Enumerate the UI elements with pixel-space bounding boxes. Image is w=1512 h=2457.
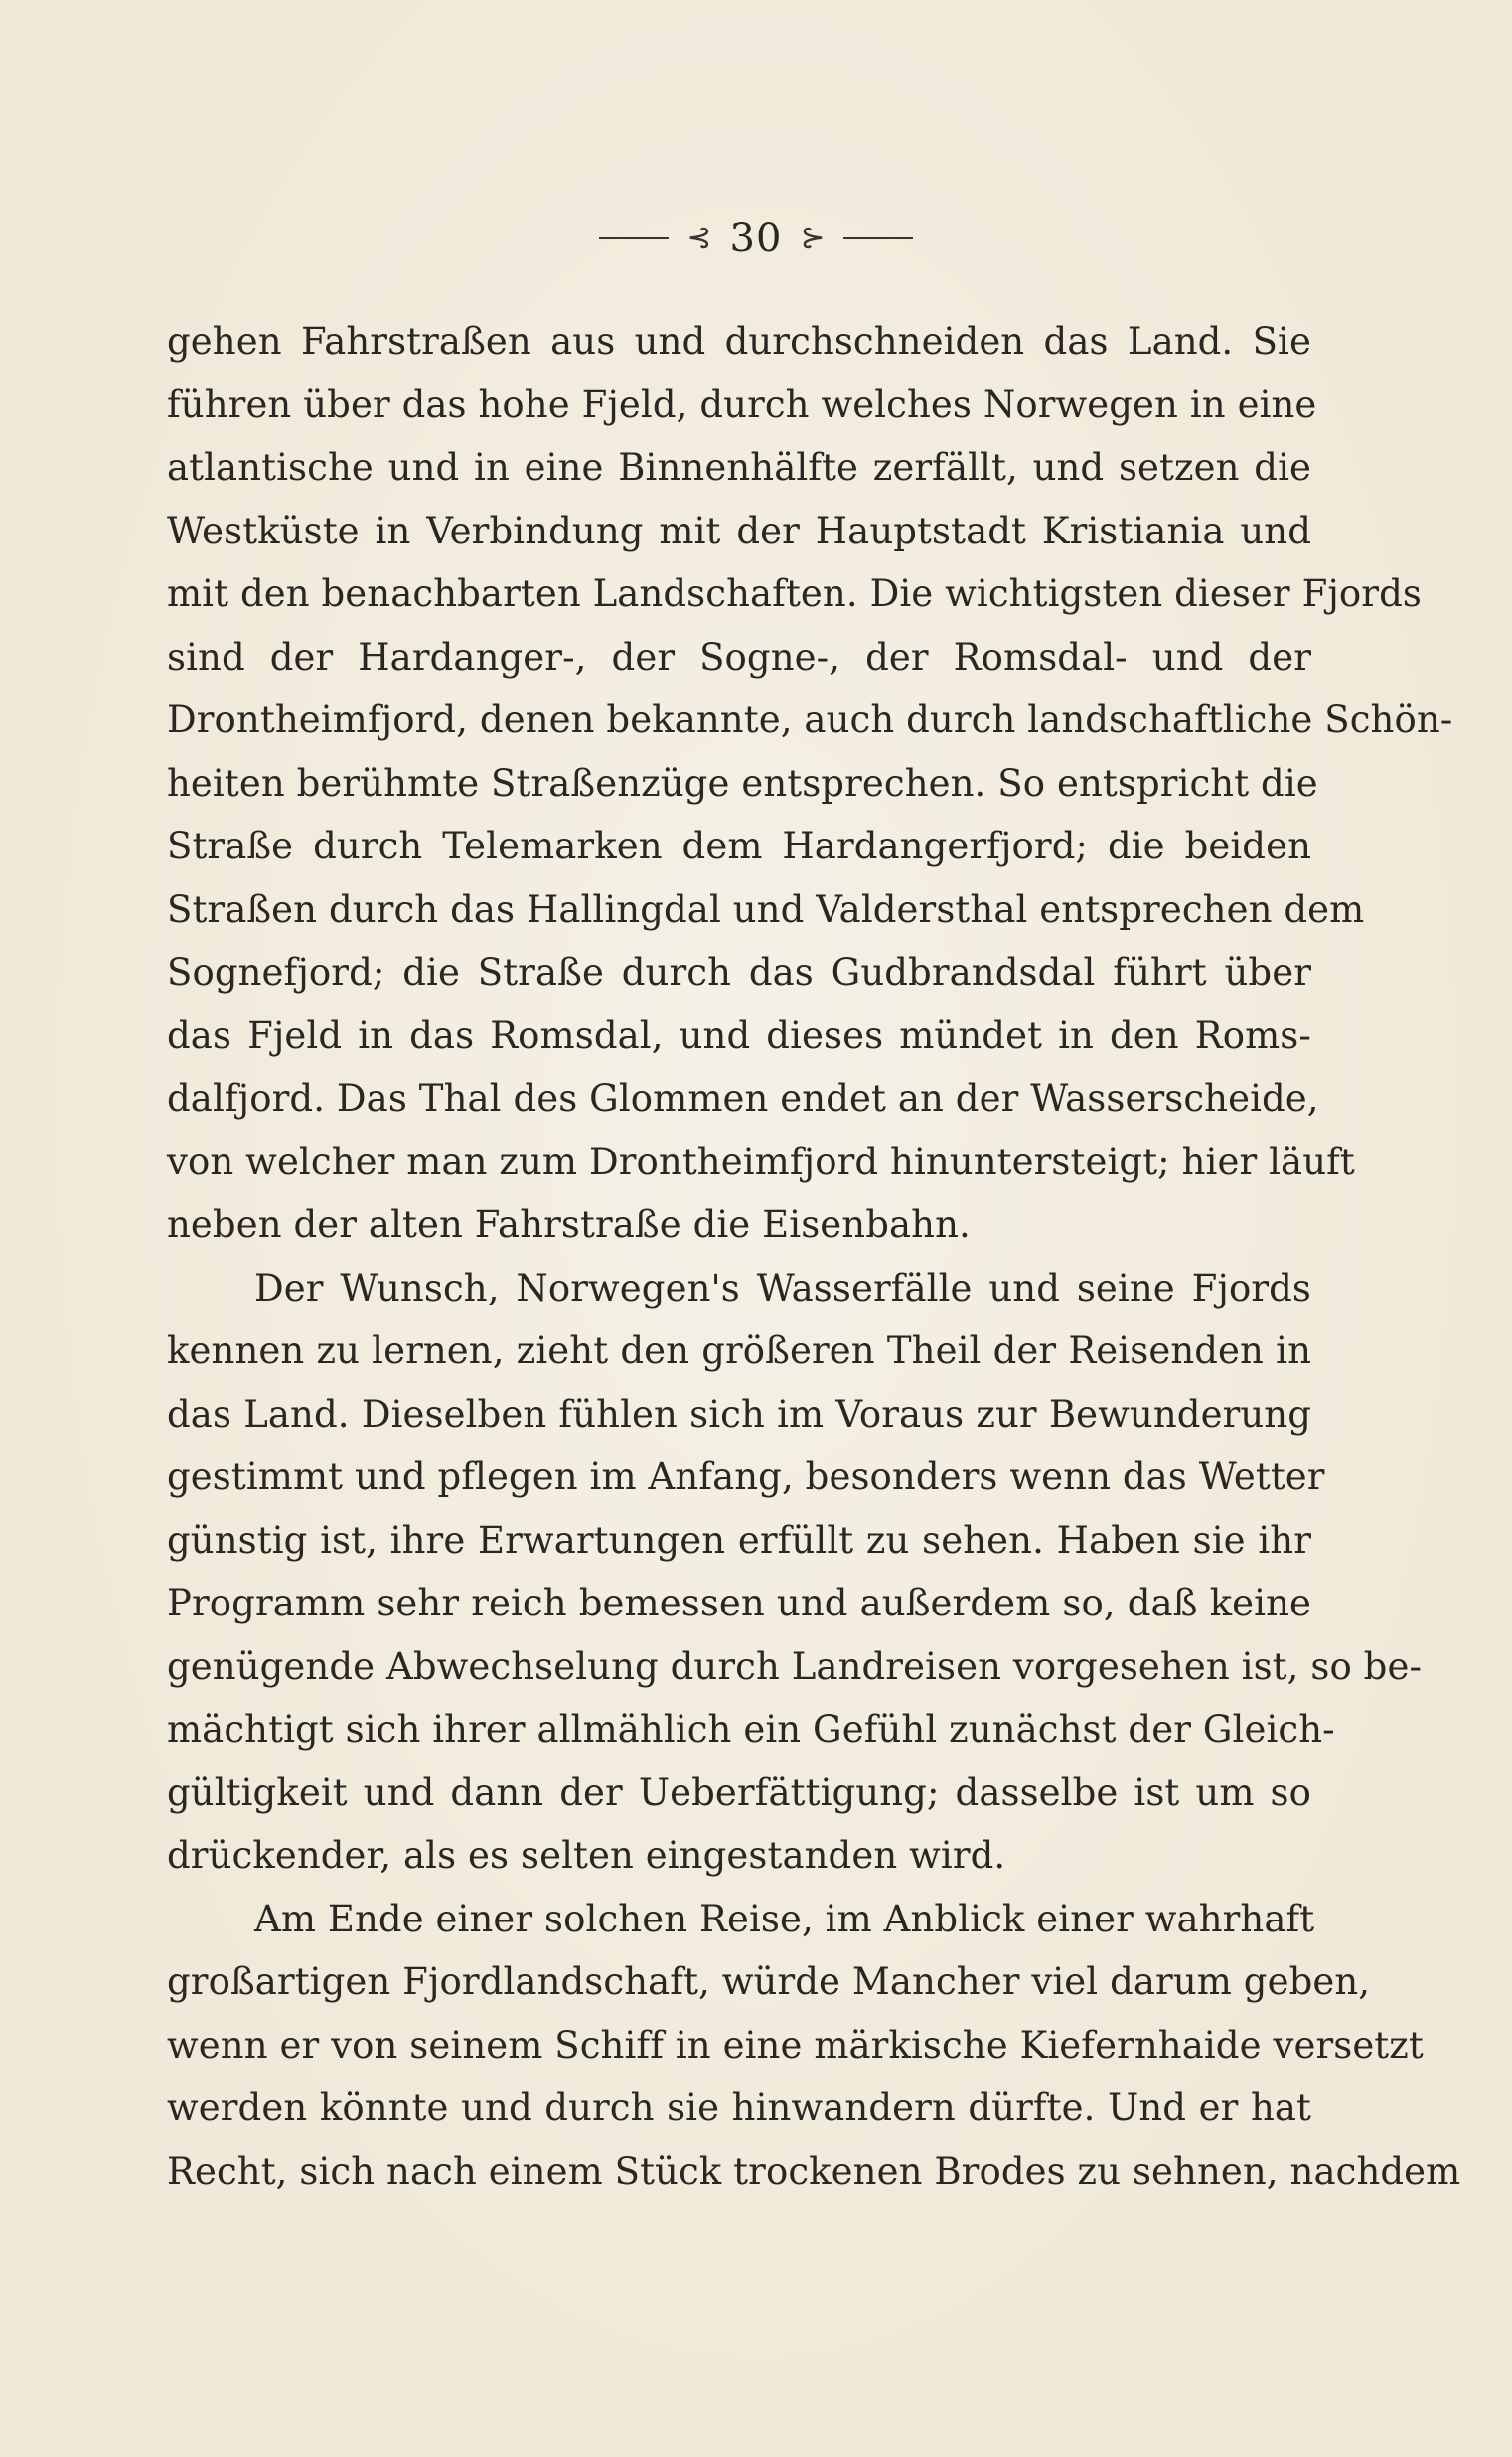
text-line: atlantische und in eine Binnenhälfte zerfällt, und setzen die	[167, 446, 1311, 489]
text-line: führen über das hohe Fjeld, durch welches Norwegen in eine	[167, 383, 1317, 426]
text-line: genügende Abwechselung durch Landreisen vorgesehen ist, so be-	[167, 1644, 1423, 1688]
text-line: großartigen Fjordlandschaft, würde Mancher viel darum geben,	[167, 1960, 1371, 2003]
text-line: Drontheimfjord, denen bekannte, auch durch landschaftliche Schön-	[167, 698, 1453, 741]
text-line: mächtigt sich ihrer allmählich ein Gefühl zunächst der Gleich-	[167, 1708, 1335, 1751]
text-line: gültigkeit und dann der Ueberfättigung; dasselbe ist um so	[167, 1770, 1311, 1814]
page-number: 30	[729, 216, 783, 261]
text-line: günstig ist, ihre Erwartungen erfüllt zu sehen. Haben sie ihr	[167, 1518, 1311, 1562]
text-line: wenn er von seinem Schiff in eine märkische Kiefernhaide versetzt	[167, 2023, 1424, 2067]
text-line: sind der Hardanger-, der Sogne-, der Romsdal- und der	[167, 635, 1311, 679]
text-line: dalfjord. Das Thal des Glommen endet an der Wasserscheide,	[167, 1077, 1319, 1120]
text-line: Straße durch Telemarken dem Hardangerfjord; die beiden	[167, 825, 1311, 867]
text-line: neben der alten Fahrstraße die Eisenbahn.	[167, 1203, 971, 1246]
text-line: heiten berühmte Straßenzüge entsprechen. So entspricht die	[167, 761, 1318, 805]
text-line: Sognefjord; die Straße durch das Gudbrandsdal führt über	[167, 951, 1311, 994]
ornament-right-icon: ⊱	[800, 221, 826, 255]
text-line: Am Ende einer solchen Reise, im Anblick einer wahrhaft	[254, 1897, 1315, 1940]
text-line: mit den benachbarten Landschaften. Die wichtigsten dieser Fjords	[167, 572, 1422, 615]
text-line: Westküste in Verbindung mit der Hauptstadt Kristiania und	[167, 509, 1311, 552]
text-line: Der Wunsch, Norwegen's Wasserfälle und seine Fjords	[254, 1266, 1311, 1309]
text-line: kennen zu lernen, zieht den größeren Theil der Reisenden in	[167, 1329, 1311, 1372]
text-line: werden könnte und durch sie hinwandern dürfte. Und er hat	[167, 2086, 1311, 2129]
body-text	[167, 310, 1461, 2203]
text-line: das Land. Dieselben fühlen sich im Voraus zur Bewunderung	[167, 1392, 1311, 1436]
text-line: Straßen durch das Hallingdal und Valdersthal entsprechen dem	[167, 887, 1365, 931]
text-line: von welcher man zum Drontheimfjord hinuntersteigt; hier läuft	[167, 1140, 1355, 1183]
text-line: Programm sehr reich bemessen und außerdem so, daß keine	[167, 1582, 1311, 1624]
header-rule-left	[599, 237, 669, 239]
text-line: drückender, als es selten eingestanden wird.	[167, 1834, 1006, 1877]
page-header	[0, 209, 1512, 268]
text-line: das Fjeld in das Romsdal, und dieses mündet in den Roms-	[167, 1013, 1311, 1057]
ornament-left-icon: ⊰	[686, 221, 712, 255]
text-line: Recht, sich nach einem Stück trockenen Brodes zu sehnen, nachdem	[167, 2149, 1461, 2193]
text-line: gestimmt und pflegen im Anfang, besonders wenn das Wetter	[167, 1456, 1325, 1498]
text-line: gehen Fahrstraßen aus und durchschneiden das Land. Sie	[167, 320, 1311, 363]
header-rule-right	[843, 237, 913, 239]
